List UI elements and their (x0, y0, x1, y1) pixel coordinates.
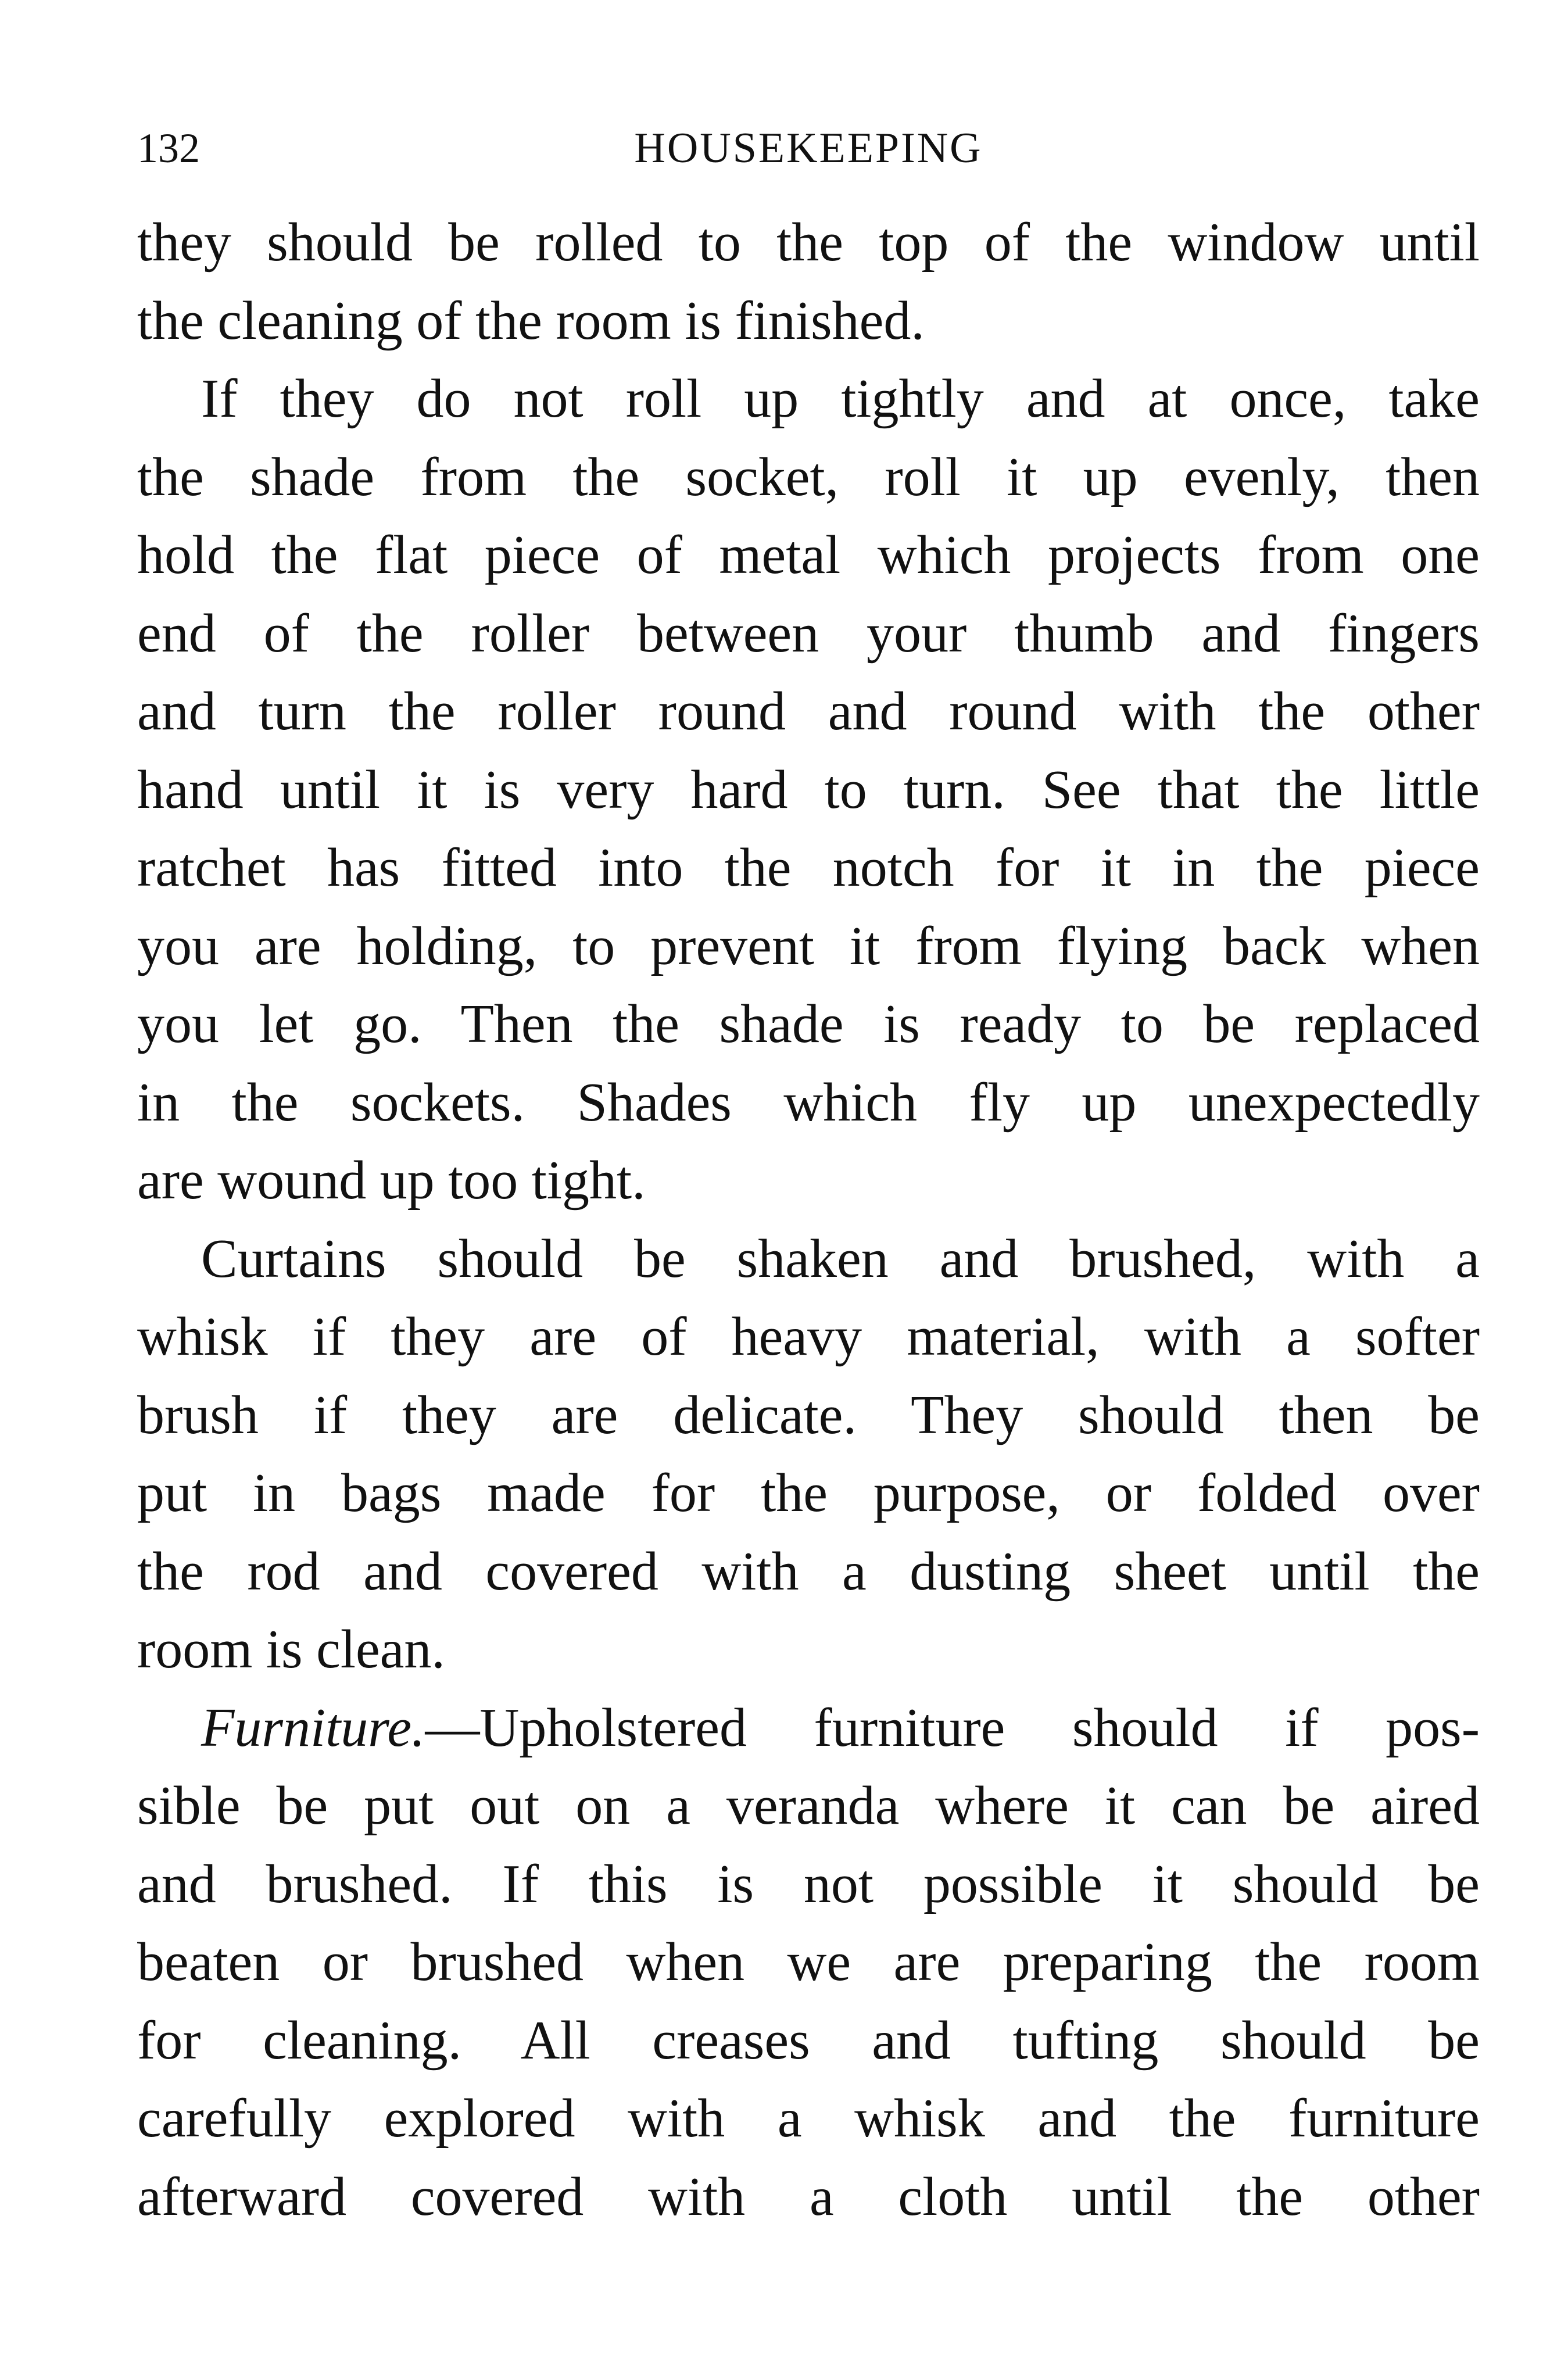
text-line: If they do not roll up tightly and at once, take (201, 368, 1480, 429)
text-line: put in bags made for the purpose, or folded over (137, 1463, 1480, 1523)
text-line: room is clean. (137, 1619, 445, 1680)
text-line: you let go. Then the shade is ready to be replaced (137, 994, 1480, 1054)
page-header (137, 116, 1480, 180)
text-line: and turn the roller round and round with the other (137, 681, 1480, 742)
text-line: sible be put out on a veranda where it can be aired (137, 1775, 1480, 1836)
paragraph-4 (137, 1689, 1480, 2236)
text-line: whisk if they are of heavy material, with a softer (137, 1306, 1480, 1367)
page-number: 132 (137, 125, 200, 171)
text-line: and brushed. If this is not possible it should be (137, 1853, 1480, 1914)
text-line: hand until it is very hard to turn. See that the little (137, 759, 1480, 820)
text-line: carefully explored with a whisk and the furniture (137, 2088, 1480, 2149)
text-line: for cleaning. All creases and tufting should be (137, 2010, 1480, 2071)
text-line: Curtains should be shaken and brushed, with a (201, 1228, 1480, 1289)
text-line: in the sockets. Shades which fly up unexpectedly (137, 1072, 1480, 1133)
text-line: the shade from the socket, roll it up evenly, then (137, 446, 1480, 507)
text-line (137, 1689, 1480, 1767)
text-line: beaten or brushed when we are preparing the room (137, 1932, 1480, 1992)
text-line: are wound up too tight. (137, 1150, 646, 1211)
paragraph-1 (137, 203, 1480, 360)
paragraph-2 (137, 360, 1480, 1220)
text-line: end of the roller between your thumb and fingers (137, 603, 1480, 664)
paragraph-3 (137, 1220, 1480, 1689)
text-line: brush if they are delicate. They should then be (137, 1384, 1480, 1445)
text-line: ratchet has fitted into the notch for it in the piece (137, 837, 1480, 898)
lead-rest: —Upholstered furniture should if pos- (425, 1697, 1480, 1758)
body-text (137, 203, 1480, 2236)
text-line: they should be rolled to the top of the window until (137, 212, 1480, 273)
text-line: you are holding, to prevent it from flying back when (137, 915, 1480, 976)
text-line: the rod and covered with a dusting sheet until the (137, 1541, 1480, 1602)
text-line: afterward covered with a cloth until the other (137, 2166, 1480, 2227)
running-head: HOUSEKEEPING (634, 124, 983, 172)
text-line: hold the flat piece of metal which projects from one (137, 525, 1480, 585)
section-lead: Furniture. (201, 1697, 425, 1758)
text-line: the cleaning of the room is finished. (137, 290, 925, 351)
